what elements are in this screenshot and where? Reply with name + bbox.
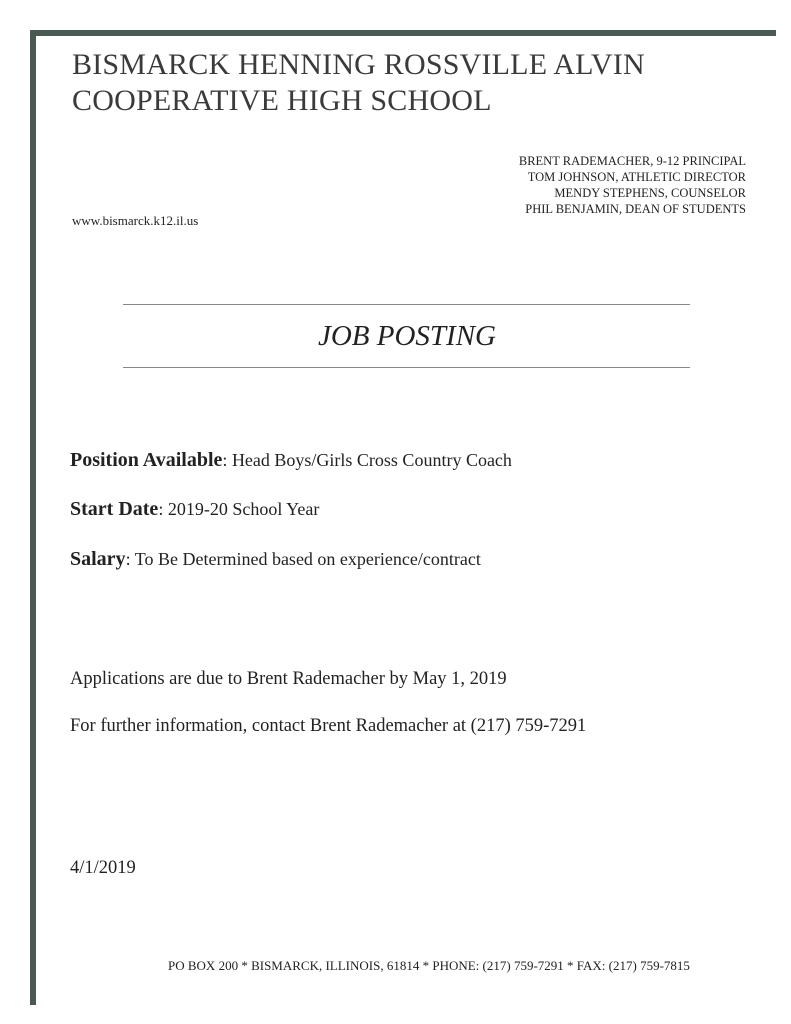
staff-athletic-director: TOM JOHNSON, ATHLETIC DIRECTOR [527,170,746,184]
field-value: To Be Determined based on experience/contract [134,549,481,569]
staff-dean: PHIL BENJAMIN, DEAN OF STUDENTS [525,202,746,216]
staff-list [519,153,746,217]
staff-counselor: MENDY STEPHENS, COUNSELOR [554,186,746,200]
school-website: www.bismarck.k12.il.us [72,213,199,228]
field-salary [70,548,481,571]
staff-principal: BRENT RADEMACHER, 9-12 PRINCIPAL [518,154,746,168]
field-label: Start Date [70,498,159,520]
letterhead-left-border [30,30,36,1005]
field-sep: : [222,450,232,470]
school-name-line1: BISMARCK HENNING ROSSVILLE ALVIN [72,48,645,81]
field-value: 2019-20 School Year [167,499,320,519]
posting-date: 4/1/2019 [70,858,136,878]
field-position [70,449,512,472]
field-label: Position Available [70,449,223,471]
title-rule-bottom [123,367,690,368]
footer-address: PO BOX 200 * BISMARCK, ILLINOIS, 61814 * PHONE: (217) 759-7291 * FAX: (217) 759-7815 [168,958,690,973]
field-label: Salary [70,548,126,570]
applications-text: Applications are due to Brent Rademacher by May 1, 2019 [70,669,507,689]
field-start-date [70,498,319,521]
contact-text: For further information, contact Brent Rademacher at (217) 759-7291 [70,716,587,736]
school-name-line2: COOPERATIVE HIGH SCHOOL [72,84,492,117]
page-title: JOB POSTING [317,320,496,352]
field-sep: : [125,549,135,569]
field-value: Head Boys/Girls Cross Country Coach [231,450,512,470]
field-sep: : [158,499,168,519]
letterhead-top-border [30,30,776,36]
title-rule-top [123,304,690,305]
